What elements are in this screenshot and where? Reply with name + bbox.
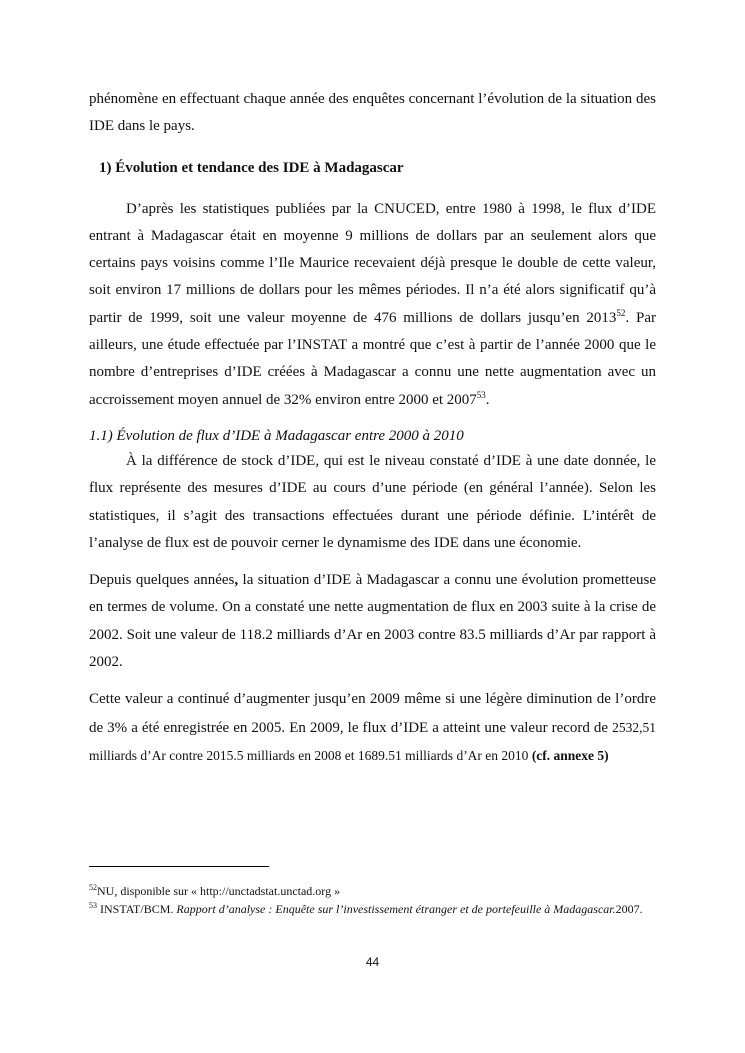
footnote-53-text-a: INSTAT/BCM. bbox=[97, 902, 177, 916]
section-heading: 1) Évolution et tendance des IDE à Madagascar bbox=[99, 159, 404, 176]
paragraph-flux-definition: À la différence de stock d’IDE, qui est le niveau constaté d’IDE à une date donnée, le flux représente des mesures d’IDE au cours d’une période (en général l’année). Selon les statistiques, il s’agit des transactions effectuées durant une période définie. L’intérêt de l’analyse de flux est de pouvoir cerner le dynamisme des IDE dans une économie. bbox=[89, 452, 656, 551]
paragraph-statistics-end: . bbox=[485, 391, 490, 408]
footnote-52-text: NU, disponible sur « http://unctadstat.unctad.org » bbox=[97, 884, 341, 898]
paragraph-statistics bbox=[89, 196, 656, 414]
footnote-53-text-b: 2007. bbox=[615, 902, 643, 916]
footnote-ref-52[interactable]: 52 bbox=[616, 307, 626, 318]
bold-comma: , bbox=[234, 572, 239, 589]
footnote-52 bbox=[89, 882, 656, 900]
paragraph-statistics-text: D’après les statistiques publiées par la CNUCED, entre 1980 à 1998, le flux d’IDE entrant à Madagascar était en moyenne 9 millions de dollars par an seulement alors que certains pays voisins comme l’Ile Maurice recevaient déjà presque le double de cette valeur, soit environ 17 millions de dollars pour les mêmes périodes. Il n’a été alors significatif qu’à partir de 1999, soit une valeur moyenne de 476 millions de dollars jusqu’en 2013 bbox=[89, 200, 656, 326]
paragraph-recent-years-b: la situation d’IDE à Madagascar a connu une évolution prometteuse en termes de volume. On a constaté une nette augmentation de flux en 2003 suite à la crise de 2002. Soit une valeur de 118.2 milliards d’Ar en 2003 contre 83.5 milliards d’Ar par rapport à 2002. bbox=[89, 572, 656, 671]
paragraph-record-value bbox=[89, 686, 656, 770]
footnotes bbox=[89, 882, 656, 918]
page-body bbox=[89, 86, 656, 770]
paragraph-recent-years bbox=[89, 567, 656, 676]
paragraph-intro: phénomène en effectuant chaque année des enquêtes concernant l’évolution de la situation des IDE dans le pays. bbox=[89, 91, 656, 135]
paragraph-recent-years-a: Depuis quelques années bbox=[89, 572, 235, 589]
footnote-ref-53[interactable]: 53 bbox=[476, 389, 486, 400]
footnote-53 bbox=[89, 900, 656, 918]
annex-reference[interactable]: (cf. annexe 5) bbox=[531, 747, 609, 763]
footnote-52-marker: 52 bbox=[89, 883, 97, 892]
subsection-heading: 1.1) Évolution de flux d’IDE à Madagascar entre 2000 à 2010 bbox=[89, 427, 464, 444]
page-number: 44 bbox=[365, 955, 380, 969]
paragraph-record-value-b: 2532,51 milliards d’Ar contre 2015.5 milliards en 2008 et 1689.51 milliards d’Ar en 2010 bbox=[89, 719, 656, 763]
paragraph-statistics-text2: . Par ailleurs, une étude effectuée par l’INSTAT a montré que c’est à partir de l’année 2000 que le nombre d’entreprises d’IDE créées à Madagascar a connu une nette augmentation avec un accroissement moyen annuel de 32% environ entre 2000 et 2007 bbox=[89, 309, 656, 408]
footnote-separator bbox=[89, 866, 269, 867]
footnote-53-marker: 53 bbox=[89, 901, 97, 910]
paragraph-record-value-a: Cette valeur a continué d’augmenter jusqu’en 2009 même si une légère diminution de l’ordre de 3% a été enregistrée en 2005. En 2009, le flux d’IDE a atteint une valeur record de bbox=[89, 691, 656, 736]
footnote-53-title: Rapport d’analyse : Enquête sur l’investissement étranger et de portefeuille à Madagascar. bbox=[176, 902, 616, 916]
